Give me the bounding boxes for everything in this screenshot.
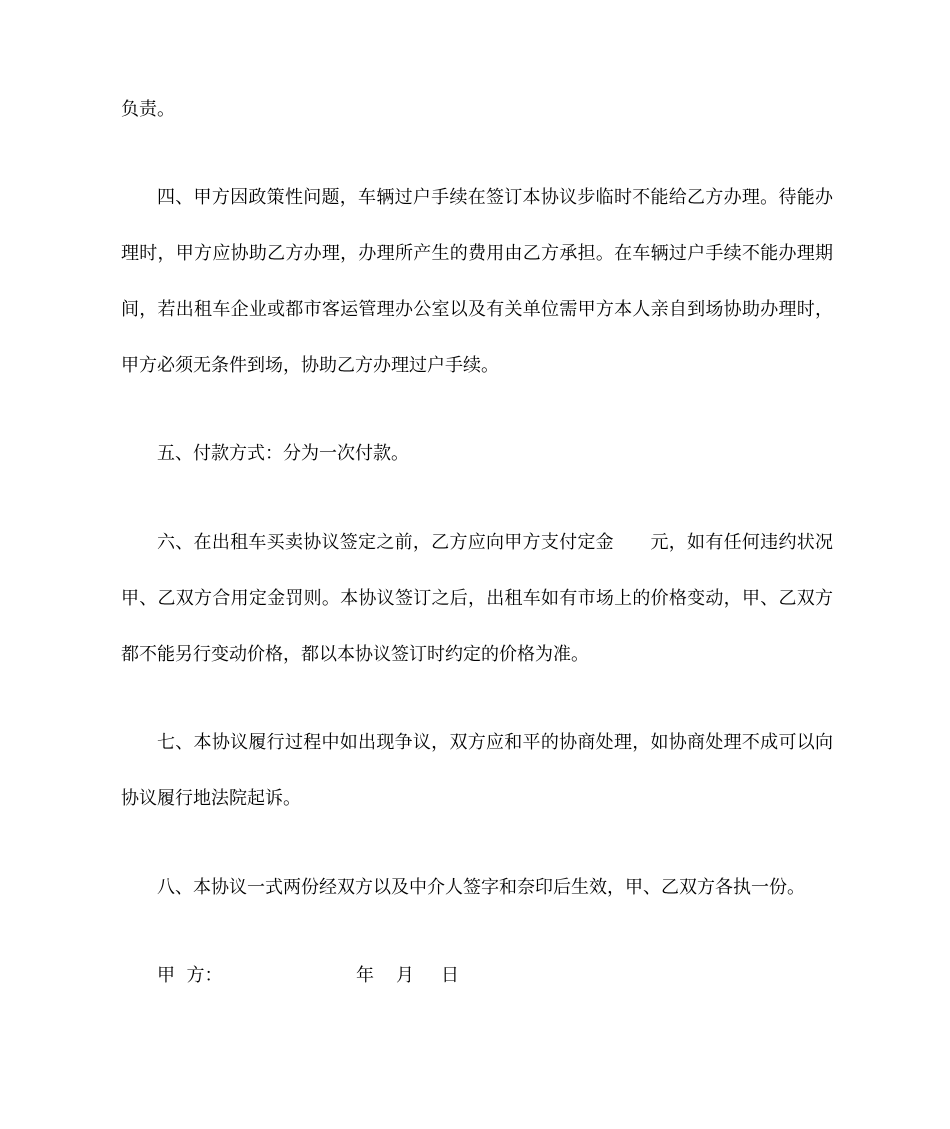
- clause-4-line-2: 理时，甲方应协助乙方办理，办理所产生的费用由乙方承担。在车辆过户手续不能办理期: [121, 243, 833, 264]
- clause-8: 八、本协议一式两份经双方以及中介人签字和奈印后生效，甲、乙双方各执一份。: [157, 877, 805, 898]
- signature-month-label: 月: [396, 965, 414, 986]
- clause-6-line-3: 都不能另行变动价格，都以本协议签订时约定的价格为准。: [121, 644, 589, 665]
- clause-7-line-2: 协议履行地法院起诉。: [121, 788, 301, 809]
- paragraph-3-tail: 负责。: [121, 99, 175, 120]
- party-a-signature-label: 甲 方：: [157, 965, 223, 986]
- signature-day-label: 日: [441, 965, 459, 986]
- clause-4-line-3: 间，若出租车企业或都市客运管理办公室以及有关单位需甲方本人亲自到场协助办理时，: [121, 299, 833, 320]
- clause-5: 五、付款方式：分为一次付款。: [157, 443, 409, 464]
- clause-6-line-1: 六、在出租车买卖协议签定之前，乙方应向甲方支付定金 元，如有任何违约状况: [157, 532, 833, 553]
- signature-year-label: 年: [356, 965, 374, 986]
- clause-4-line-4: 甲方必须无条件到场，协助乙方办理过户手续。: [121, 355, 499, 376]
- clause-7-line-1: 七、本协议履行过程中如出现争议，双方应和平的协商处理，如协商处理不成可以向: [157, 732, 833, 753]
- clause-4-line-1: 四、甲方因政策性问题，车辆过户手续在签订本协议步临时不能给乙方办理。待能办: [157, 187, 833, 208]
- clause-6-line-2: 甲、乙双方合用定金罚则。本协议签订之后，出租车如有市场上的价格变动，甲、乙双方: [121, 588, 833, 609]
